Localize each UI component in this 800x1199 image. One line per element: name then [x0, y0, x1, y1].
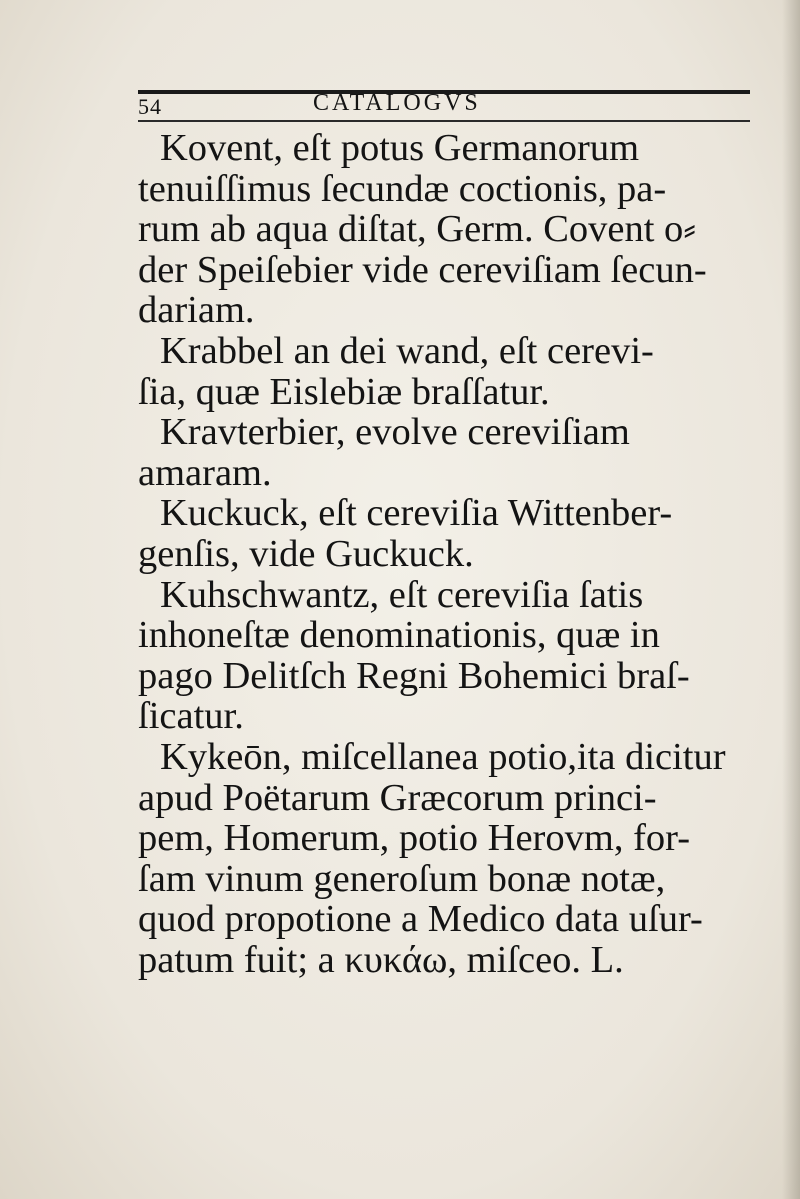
- running-title: CATALOGVS: [313, 90, 481, 116]
- text-line: quod propotione a Medico data uſur-: [138, 898, 703, 941]
- text-line: Kravterbier, evolve cereviſiam: [160, 411, 630, 454]
- header-rule-bottom: [138, 120, 750, 122]
- page-number: 54: [138, 94, 162, 119]
- text-line: ſicatur.: [138, 695, 244, 738]
- text-line: Kuckuck, eſt cereviſia Wittenber-: [160, 492, 673, 535]
- text-line: apud Poëtarum Græcorum princi-: [138, 776, 657, 819]
- body-text: [138, 128, 763, 980]
- text-line: ſia, quæ Eislebiæ braſſatur.: [138, 370, 550, 413]
- text-line: pem, Homerum, potio Herovm, for-: [138, 817, 691, 860]
- text-line: amaram.: [138, 451, 272, 494]
- text-line: tenuiſſimus ſecundæ coctionis, pa-: [138, 167, 667, 210]
- text-line: patum fuit; a κυκάω, miſceo. L.: [138, 938, 624, 981]
- text-line: pago Delitſch Regni Bohemici braſ-: [138, 654, 690, 697]
- page-spine-shadow: [782, 0, 800, 1199]
- text-line: ſam vinum generoſum bonæ notæ,: [138, 857, 666, 900]
- text-line: Kovent, eſt potus Germanorum: [160, 127, 640, 169]
- text-line: dariam.: [138, 289, 255, 332]
- text-line: inhoneſtæ denominationis, quæ in: [138, 614, 660, 657]
- text-line: der Speiſebier vide cereviſiam ſecun-: [138, 248, 707, 291]
- running-head: [138, 90, 750, 130]
- text-line: Krabbel an dei wand, eſt cerevi-: [160, 329, 654, 372]
- text-line: Kuhschwantz, eſt cereviſia ſatis: [160, 573, 644, 616]
- text-line: genſis, vide Guckuck.: [138, 532, 474, 575]
- text-line: rum ab aqua diſtat, Germ. Covent o⸗: [138, 208, 697, 251]
- text-line: Kykeōn, miſcellanea potio,ita dicitur: [160, 735, 726, 778]
